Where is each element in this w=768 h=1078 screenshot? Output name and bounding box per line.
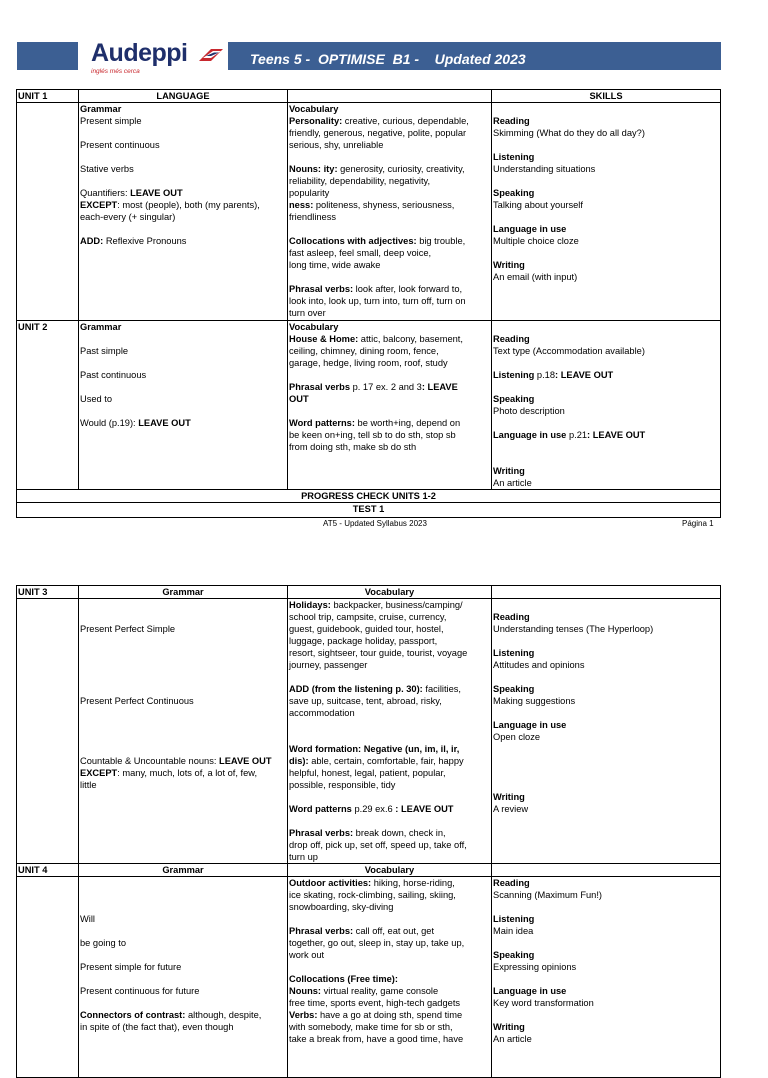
text-line (493, 211, 719, 223)
text-line: Writing (493, 792, 525, 802)
table-header-row (17, 90, 721, 103)
logo (78, 38, 228, 78)
text-line: Key word transformation (493, 998, 594, 1008)
text-line (80, 405, 286, 417)
text-line (80, 635, 286, 647)
text-line: Will (80, 914, 95, 924)
vocabulary-header: Vocabulary (288, 864, 492, 877)
text-line: friendliness (289, 212, 337, 222)
text-line: Reading (493, 878, 530, 888)
unit1-skills-cell (492, 103, 721, 321)
vocabulary-title: Vocabulary (289, 322, 339, 332)
unit2-label: UNIT 2 (18, 322, 48, 332)
text-line: Text type (Accommodation available) (493, 346, 645, 356)
text-line (80, 333, 286, 345)
text-line: Language in use (493, 224, 567, 234)
text-line: fast asleep, feel small, deep voice, (289, 248, 432, 258)
text-line: An article (493, 478, 532, 488)
text-line (289, 369, 490, 381)
text-line: EXCEPT: most (people), both (my parents), (80, 200, 260, 210)
text-line: Countable & Uncountable nouns: LEAVE OUT (80, 756, 272, 766)
text-line: A review (493, 804, 529, 814)
text-line: reliability, dependability, negativity, (289, 176, 431, 186)
text-line (80, 719, 286, 731)
text-line: ness: politeness, shyness, seriousness, (289, 200, 455, 210)
text-line: popularity (289, 188, 330, 198)
text-line (493, 901, 719, 913)
text-line: Skimming (What do they do all day?) (493, 128, 645, 138)
text-line: Phrasal verbs: call off, eat out, get (289, 926, 435, 936)
text-line: possible, responsible, tidy (289, 780, 396, 790)
text-line (80, 127, 286, 139)
text-line (80, 223, 286, 235)
unit2-row (17, 321, 721, 490)
text-line: Speaking (493, 950, 535, 960)
unit4-vocab-cell (288, 877, 492, 1078)
text-line (289, 151, 490, 163)
document-title: Teens 5 - OPTIMISE B1 - Updated 2023 (250, 51, 526, 67)
text-line: be keen on+ing, tell sb to do sth, stop sb (289, 430, 456, 440)
text-line: House & Home: attic, balcony, basement, (289, 334, 463, 344)
text-line: Nouns: ity: generosity, curiosity, creativity, (289, 164, 465, 174)
text-line: serious, shy, unreliable (289, 140, 384, 150)
text-line (289, 731, 490, 743)
text-line: free time, sports event, high-tech gadgets (289, 998, 461, 1008)
text-line: Present continuous (80, 140, 160, 150)
grammar-title: Grammar (80, 322, 122, 332)
text-line (493, 767, 719, 779)
text-line (80, 381, 286, 393)
text-line: Collocations with adjectives: big trouble, (289, 236, 466, 246)
text-line (493, 139, 719, 151)
text-line (80, 683, 286, 695)
text-line (493, 973, 719, 985)
text-line (80, 731, 286, 743)
text-line: OUT (289, 394, 309, 404)
text-line: Speaking (493, 684, 535, 694)
unit3-grammar-cell (79, 599, 288, 864)
text-line: long time, wide awake (289, 260, 381, 270)
unit4-vocab-list (289, 877, 490, 1045)
text-line: Writing (493, 260, 525, 270)
text-line: friendly, generous, negative, polite, popular (289, 128, 467, 138)
text-line: Talking about yourself (493, 200, 583, 210)
unit1-vocab-list (289, 115, 490, 319)
text-line: drop off, pick up, set off, speed up, take off, (289, 840, 467, 850)
text-line: Collocations (Free time): (289, 974, 398, 984)
text-line (80, 997, 286, 1009)
unit1-row (17, 103, 721, 321)
text-line (493, 937, 719, 949)
unit3-vocab-cell (288, 599, 492, 864)
text-line (493, 417, 719, 429)
text-line: together, go out, sleep in, stay up, take up, (289, 938, 465, 948)
text-line (80, 659, 286, 671)
text-line: with somebody, make time for sb or sth, (289, 1022, 453, 1032)
text-line: Speaking (493, 394, 535, 404)
text-line (80, 877, 286, 889)
text-line: Phrasal verbs p. 17 ex. 2 and 3: LEAVE (289, 382, 458, 392)
unit2-vocab-list (289, 333, 490, 453)
text-line (493, 1009, 719, 1021)
text-line (493, 707, 719, 719)
text-line: Writing (493, 466, 525, 476)
syllabus-table-page2 (16, 585, 721, 1078)
text-line: work out (289, 950, 325, 960)
text-line (493, 247, 719, 259)
text-line (289, 271, 490, 283)
unit3-skills-cell (492, 599, 721, 864)
text-line: Listening (493, 648, 535, 658)
text-line: be going to (80, 938, 127, 948)
text-line: Listening (493, 152, 535, 162)
text-line: Present Perfect Continuous (80, 696, 194, 706)
vocabulary-header: Vocabulary (288, 586, 492, 599)
text-line (80, 707, 286, 719)
text-line (80, 889, 286, 901)
text-line: Reading (493, 116, 530, 126)
text-line: Making suggestions (493, 696, 576, 706)
text-line: look into, look up, turn into, turn off, turn on (289, 296, 466, 306)
grammar-header: Grammar (79, 864, 288, 877)
text-line: turn up (289, 852, 318, 862)
text-line: save up, suitcase, tent, abroad, risky, (289, 696, 442, 706)
unit1-vocab-cell (288, 103, 492, 321)
text-line: Outdoor activities: hiking, horse-riding, (289, 878, 455, 888)
text-line: Word patterns: be worth+ing, depend on (289, 418, 461, 428)
text-line: ice skating, rock-climbing, sailing, skiing, (289, 890, 456, 900)
unit1-grammar-cell (79, 103, 288, 321)
unit3-vocab-list (289, 599, 490, 863)
text-line: Multiple choice cloze (493, 236, 579, 246)
text-line (80, 671, 286, 683)
text-line: Word patterns p.29 ex.6 : LEAVE OUT (289, 804, 454, 814)
text-line: Language in use p.21: LEAVE OUT (493, 430, 646, 440)
text-line: in spite of (the fact that), even though (80, 1022, 234, 1032)
text-line (493, 441, 719, 453)
text-line: Photo description (493, 406, 565, 416)
unit2-skills-cell (492, 321, 721, 490)
text-line: Nouns: virtual reality, game console (289, 986, 439, 996)
text-line (493, 635, 719, 647)
unit1-skills-list (493, 115, 719, 283)
skills-header: SKILLS (492, 90, 721, 103)
grammar-title: Grammar (80, 104, 122, 114)
text-line: Understanding situations (493, 164, 596, 174)
text-line: Word formation: Negative (un, im, il, ir, (289, 744, 460, 754)
text-line: Would (p.19): LEAVE OUT (80, 418, 191, 428)
text-line: luggage, package holiday, passport, (289, 636, 438, 646)
text-line: ADD: Reflexive Pronouns (80, 236, 187, 246)
text-line: Understanding tenses (The Hyperloop) (493, 624, 654, 634)
text-line: from doing sth, make sb do sth (289, 442, 417, 452)
text-line (289, 223, 490, 235)
text-line (80, 901, 286, 913)
text-line: Listening p.18: LEAVE OUT (493, 370, 614, 380)
text-line (80, 611, 286, 623)
unit3-header-row (17, 586, 721, 599)
text-line (289, 671, 490, 683)
text-line: Attitudes and opinions (493, 660, 585, 670)
text-line (289, 791, 490, 803)
syllabus-table-page1 (16, 89, 721, 518)
text-line: guest, guidebook, guided tour, hostel, (289, 624, 444, 634)
text-line: ceiling, chimney, dining room, fence, (289, 346, 439, 356)
text-line: snowboarding, sky-diving (289, 902, 394, 912)
text-line: school trip, campsite, cruise, currency, (289, 612, 447, 622)
grammar-header: Grammar (79, 586, 288, 599)
text-line: Scanning (Maximum Fun!) (493, 890, 603, 900)
text-line: Used to (80, 394, 113, 404)
text-line: Language in use (493, 986, 567, 996)
text-line (289, 815, 490, 827)
text-line: Speaking (493, 188, 535, 198)
text-line (493, 755, 719, 767)
text-line: each-every (+ singular) (80, 212, 176, 222)
text-line: Verbs: have a go at doing sth, spend time (289, 1010, 463, 1020)
text-line: EXCEPT: many, much, lots of, a lot of, few, (80, 768, 258, 778)
text-line (493, 671, 719, 683)
test-row (17, 503, 721, 518)
text-line (80, 925, 286, 937)
unit4-header-row (17, 864, 721, 877)
text-line: Present simple for future (80, 962, 182, 972)
text-line (289, 719, 490, 731)
text-line (80, 175, 286, 187)
unit2-vocab-cell (288, 321, 492, 490)
text-line: Open cloze (493, 732, 541, 742)
text-line: Language in use (493, 720, 567, 730)
unit3-skills-list (493, 599, 719, 815)
text-line: Expressing opinions (493, 962, 577, 972)
text-line: turn over (289, 308, 326, 318)
text-line (493, 743, 719, 755)
text-line: Holidays: backpacker, business/camping/ (289, 600, 463, 610)
vocabulary-title: Vocabulary (289, 104, 339, 114)
text-line (493, 357, 719, 369)
text-line (493, 453, 719, 465)
text-line (80, 743, 286, 755)
text-line: An article (493, 1034, 532, 1044)
text-line: Past simple (80, 346, 129, 356)
text-line: journey, passenger (289, 660, 368, 670)
text-line: Connectors of contrast: although, despite, (80, 1010, 262, 1020)
text-line: Past continuous (80, 370, 147, 380)
text-line: Present simple (80, 116, 142, 126)
unit4-skills-list (493, 877, 719, 1045)
test-label: TEST 1 (17, 503, 721, 518)
text-line: take a break from, have a good time, have (289, 1034, 464, 1044)
sail-logo-icon (197, 47, 225, 63)
unit4-grammar-cell (79, 877, 288, 1078)
text-line: little (80, 780, 97, 790)
text-line (80, 973, 286, 985)
text-line: garage, hedge, living room, roof, study (289, 358, 448, 368)
text-line: Reading (493, 612, 530, 622)
text-line: helpful, honest, legal, patient, popular, (289, 768, 446, 778)
text-line: accommodation (289, 708, 355, 718)
text-line: Listening (493, 914, 535, 924)
unit1-grammar-list (80, 115, 286, 247)
logo-text: Audeppi (91, 39, 188, 67)
progress-check-row (17, 490, 721, 503)
text-line: Phrasal verbs: look after, look forward to, (289, 284, 463, 294)
text-line: Writing (493, 1022, 525, 1032)
text-line (493, 175, 719, 187)
unit3-row (17, 599, 721, 864)
text-line: Reading (493, 334, 530, 344)
text-line: Quantifiers: LEAVE OUT (80, 188, 183, 198)
text-line: resort, sightseer, tour guide, tourist, voyage (289, 648, 468, 658)
text-line (80, 949, 286, 961)
unit4-grammar-list (80, 877, 286, 1033)
unit4-row (17, 877, 721, 1078)
unit3-label: UNIT 3 (17, 586, 79, 599)
progress-check: PROGRESS CHECK UNITS 1-2 (17, 490, 721, 503)
text-line (289, 405, 490, 417)
text-line: Phrasal verbs: break down, check in, (289, 828, 446, 838)
logo-tagline: inglés més cerca (91, 68, 140, 75)
text-line: Stative verbs (80, 164, 134, 174)
text-line (493, 599, 719, 611)
text-line: Present continuous for future (80, 986, 200, 996)
text-line (80, 599, 286, 611)
text-line (80, 357, 286, 369)
unit2-grammar-cell (79, 321, 288, 490)
text-line (80, 151, 286, 163)
text-line (493, 381, 719, 393)
unit-header: UNIT 1 (17, 90, 79, 103)
unit2-grammar-list (80, 333, 286, 429)
text-line: dis): able, certain, comfortable, fair, happy (289, 756, 464, 766)
text-line: Personality: creative, curious, dependable, (289, 116, 469, 126)
unit4-skills-cell (492, 877, 721, 1078)
text-line (80, 647, 286, 659)
text-line (289, 913, 490, 925)
text-line (493, 779, 719, 791)
language-header: LANGUAGE (79, 90, 288, 103)
text-line: Present Perfect Simple (80, 624, 176, 634)
unit3-grammar-list (80, 599, 286, 791)
text-line: ADD (from the listening p. 30): facilities, (289, 684, 462, 694)
footer-text: AT5 - Updated Syllabus 2023 (323, 519, 427, 528)
unit2-skills-list (493, 333, 719, 489)
text-line: An email (with input) (493, 272, 578, 282)
page-number: Página 1 (682, 519, 714, 528)
text-line (289, 961, 490, 973)
text-line: Main idea (493, 926, 534, 936)
unit4-label: UNIT 4 (17, 864, 79, 877)
